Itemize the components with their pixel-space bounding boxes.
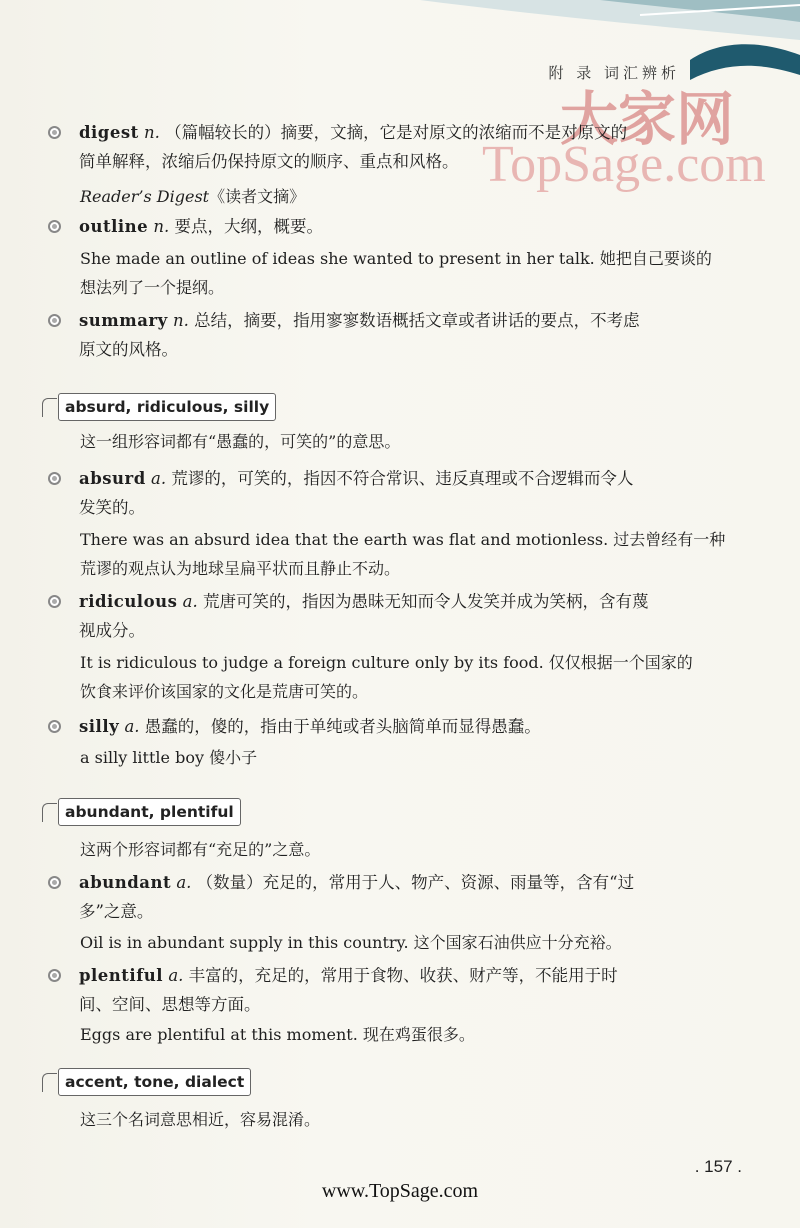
headword: absurd (79, 469, 146, 488)
definition-cont: 简单解释，浓缩后仍保持原文的顺序、重点和风格。 (79, 152, 459, 171)
example-line: a silly little boy 傻小子 (80, 748, 258, 767)
entry-absurd (48, 464, 748, 522)
example-line: Eggs are plentiful at this moment. 现在鸡蛋很多。 (80, 1025, 475, 1044)
part-of-speech: a. (176, 873, 192, 892)
example-digest (80, 182, 745, 211)
definition-cont: 原文的风格。 (79, 340, 178, 359)
definition: 要点，大纲，概要。 (174, 217, 324, 236)
part-of-speech: n. (172, 311, 189, 330)
bullet-icon (48, 126, 61, 139)
group-tag-accent: accent, tone, dialect (58, 1068, 251, 1096)
example-abundant (80, 928, 745, 957)
definition: 荒唐可笑的，指因为愚昧无知而令人发笑并成为笑柄，含有蔑 (202, 592, 649, 611)
entry-summary (48, 306, 748, 364)
bullet-icon (48, 595, 61, 608)
group-description: 这一组形容词都有“愚蠢的，可笑的”的意思。 (80, 432, 401, 451)
example-outline (80, 244, 745, 302)
headword: abundant (79, 873, 172, 892)
entry-abundant (48, 868, 748, 926)
bullet-icon (48, 314, 61, 327)
definition: （数量）充足的，常用于人、物产、资源、雨量等，含有“过 (196, 873, 635, 892)
headword: ridiculous (79, 592, 178, 611)
definition-cont: 视成分。 (79, 621, 145, 640)
definition-cont: 多”之意。 (79, 902, 154, 921)
definition: 丰富的，充足的，常用于食物、收获、财产等，不能用于时 (188, 966, 618, 985)
bullet-icon (48, 969, 61, 982)
part-of-speech: a. (151, 469, 167, 488)
entry-plentiful (48, 961, 748, 1019)
tag-hook-icon (42, 803, 57, 822)
example-line: Oil is in abundant supply in this country. 这个国家石油供应十分充裕。 (80, 933, 622, 952)
example-absurd (80, 525, 745, 583)
tag-hook-icon (42, 398, 57, 417)
page-number: . 157 . (694, 1157, 742, 1176)
group-description: 这两个形容词都有“充足的”之意。 (80, 840, 321, 859)
part-of-speech: n. (153, 217, 170, 236)
example-line-cont: 想法列了一个提纲。 (80, 278, 225, 297)
example-line: She made an outline of ideas she wanted to present in her talk. 她把自己要谈的 (80, 249, 712, 268)
group-description: 这三个名词意思相近，容易混淆。 (80, 1110, 321, 1129)
headword: outline (79, 217, 149, 236)
example-ridiculous (80, 648, 745, 706)
watermark-logo: 大家网 (560, 85, 735, 153)
group-tag-absurd: absurd, ridiculous, silly (58, 393, 276, 421)
definition-cont: 间、空间、思想等方面。 (79, 995, 261, 1014)
part-of-speech: a. (124, 717, 140, 736)
example-line: It is ridiculous to judge a foreign culture only by its food. 仅仅根据一个国家的 (80, 653, 693, 672)
group-tag-abundant: abundant, plentiful (58, 798, 241, 826)
entry-ridiculous (48, 587, 748, 645)
definition: 总结，摘要，指用寥寥数语概括文章或者讲话的要点，不考虑 (194, 311, 640, 330)
example-plentiful (80, 1020, 745, 1049)
entry-outline (48, 212, 748, 241)
example-chinese: 《读者文摘》 (209, 187, 306, 206)
example-line-cont: 荒谬的观点认为地球呈扁平状而且静止不动。 (80, 559, 401, 578)
bullet-icon (48, 472, 61, 485)
example-line: There was an absurd idea that the earth was flat and motionless. 过去曾经有一种 (80, 530, 726, 549)
part-of-speech: a. (182, 592, 198, 611)
definition: 荒谬的，可笑的，指因不符合常识、违反真理或不合逻辑而令人 (171, 469, 634, 488)
headword: summary (79, 311, 168, 330)
bullet-icon (48, 220, 61, 233)
definition-cont: 发笑的。 (79, 498, 145, 517)
example-line-cont: 饮食来评价该国家的文化是荒唐可笑的。 (80, 682, 369, 701)
entry-silly (48, 712, 748, 741)
footer-url: www.TopSage.com (321, 1180, 479, 1202)
headword: digest (79, 123, 139, 142)
entry-digest (48, 118, 748, 176)
part-of-speech: a. (168, 966, 184, 985)
example-english: Reader’s Digest (80, 187, 210, 206)
watermark-site: TopSage.com (482, 136, 766, 193)
headword: silly (79, 717, 120, 736)
running-header: 附 录 词汇辨析 (548, 64, 680, 82)
part-of-speech: n. (144, 123, 160, 142)
example-silly (80, 743, 745, 772)
definition: 愚蠢的，傻的，指由于单纯或者头脑简单而显得愚蠢。 (144, 717, 541, 736)
headword: plentiful (79, 966, 164, 985)
definition: （篇幅较长的）摘要，文摘，它是对原文的浓缩而不是对原文的 (165, 123, 628, 142)
tag-hook-icon (42, 1073, 57, 1092)
bullet-icon (48, 720, 61, 733)
bullet-icon (48, 876, 61, 889)
